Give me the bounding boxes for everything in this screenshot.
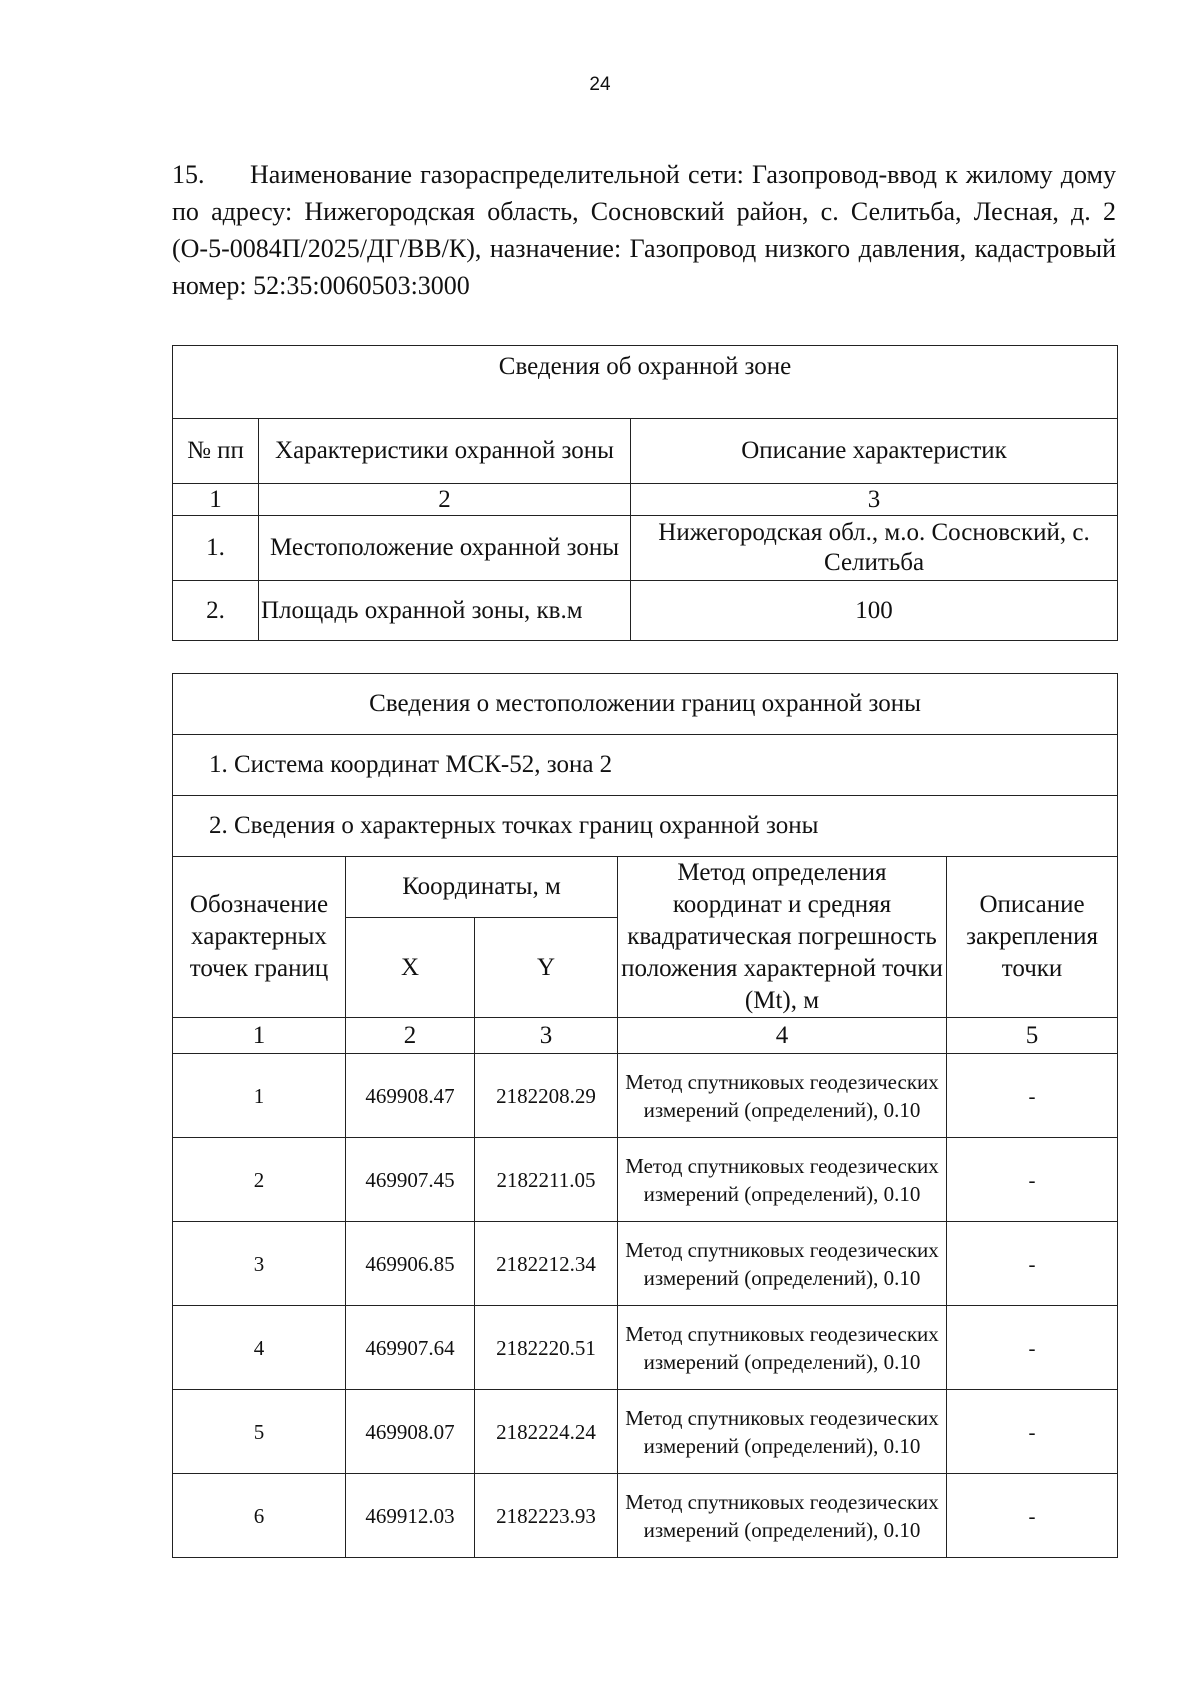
point-fixing: - <box>947 1138 1118 1222</box>
point-x: 469908.07 <box>346 1390 475 1474</box>
header-fixing: Описание закрепления точки <box>947 857 1118 1018</box>
point-id: 3 <box>173 1222 346 1306</box>
index-cell: 1 <box>173 1018 346 1054</box>
index-cell: 1 <box>173 484 259 516</box>
boundaries-table-title: Сведения о местоположении границ охранной зоны <box>173 674 1118 735</box>
point-id: 6 <box>173 1474 346 1558</box>
point-x: 469907.45 <box>346 1138 475 1222</box>
header-number: № пп <box>173 419 259 484</box>
table-row <box>173 1390 1118 1474</box>
table-row <box>173 1222 1118 1306</box>
points-title: 2. Сведения о характерных точках границ охранной зоны <box>173 796 1118 857</box>
point-method: Метод спутниковых геодезических измерений (определений), 0.10 <box>618 1054 947 1138</box>
header-method: Метод определения координат и средняя квадратическая погрешность положения характерной точки (Mt), м <box>618 857 947 1018</box>
point-y: 2182224.24 <box>475 1390 618 1474</box>
index-cell: 5 <box>947 1018 1118 1054</box>
protection-zone-table <box>172 345 1118 641</box>
boundaries-table <box>172 673 1118 1558</box>
coordinate-system: 1. Система координат МСК-52, зона 2 <box>173 735 1118 796</box>
point-method: Метод спутниковых геодезических измерений (определений), 0.10 <box>618 1138 947 1222</box>
point-fixing: - <box>947 1390 1118 1474</box>
point-x: 469907.64 <box>346 1306 475 1390</box>
row-value: 100 <box>631 581 1118 641</box>
row-number: 1. <box>173 516 259 581</box>
point-y: 2182212.34 <box>475 1222 618 1306</box>
header-description: Описание характеристик <box>631 419 1118 484</box>
header-characteristics: Характеристики охранной зоны <box>259 419 631 484</box>
header-x: X <box>346 918 475 1018</box>
point-id: 4 <box>173 1306 346 1390</box>
point-fixing: - <box>947 1054 1118 1138</box>
point-id: 2 <box>173 1138 346 1222</box>
index-cell: 4 <box>618 1018 947 1054</box>
row-name: Местоположение охранной зоны <box>259 516 631 581</box>
point-x: 469908.47 <box>346 1054 475 1138</box>
point-method: Метод спутниковых геодезических измерений (определений), 0.10 <box>618 1222 947 1306</box>
item-number: 15. <box>172 160 205 189</box>
page-number: 24 <box>589 74 611 95</box>
table-row <box>173 1306 1118 1390</box>
point-x: 469912.03 <box>346 1474 475 1558</box>
row-value: Нижегородская обл., м.о. Сосновский, с. Селитьба <box>631 516 1118 581</box>
network-description-text: Наименование газораспределительной сети: Газопровод-ввод к жилому дому по адресу: Нижегородская область, Сосновский район, с. Селитьба, Лесная, д. 2 (О-5-0084П/2025/ДГ/ВВ/К), назначение: Газопровод низкого давления, кадастровый номер: 52:35:0060503:3000 <box>172 160 1116 300</box>
point-y: 2182208.29 <box>475 1054 618 1138</box>
table-row <box>173 1474 1118 1558</box>
table-row <box>173 516 1118 581</box>
point-fixing: - <box>947 1474 1118 1558</box>
point-id: 5 <box>173 1390 346 1474</box>
header-y: Y <box>475 918 618 1018</box>
point-y: 2182211.05 <box>475 1138 618 1222</box>
header-coordinates: Координаты, м <box>346 857 618 918</box>
point-method: Метод спутниковых геодезических измерений (определений), 0.10 <box>618 1306 947 1390</box>
index-cell: 2 <box>346 1018 475 1054</box>
point-method: Метод спутниковых геодезических измерений (определений), 0.10 <box>618 1390 947 1474</box>
row-name: Площадь охранной зоны, кв.м <box>259 581 631 641</box>
table-row <box>173 581 1118 641</box>
point-fixing: - <box>947 1306 1118 1390</box>
point-fixing: - <box>947 1222 1118 1306</box>
point-id: 1 <box>173 1054 346 1138</box>
point-method: Метод спутниковых геодезических измерений (определений), 0.10 <box>618 1474 947 1558</box>
table-row <box>173 1054 1118 1138</box>
network-description <box>172 156 1116 304</box>
point-y: 2182220.51 <box>475 1306 618 1390</box>
header-designation: Обозначение характерных точек границ <box>173 857 346 1018</box>
table-row <box>173 1138 1118 1222</box>
index-cell: 2 <box>259 484 631 516</box>
point-y: 2182223.93 <box>475 1474 618 1558</box>
index-cell: 3 <box>631 484 1118 516</box>
row-number: 2. <box>173 581 259 641</box>
zone-table-title: Сведения об охранной зоне <box>173 346 1118 419</box>
index-cell: 3 <box>475 1018 618 1054</box>
point-x: 469906.85 <box>346 1222 475 1306</box>
